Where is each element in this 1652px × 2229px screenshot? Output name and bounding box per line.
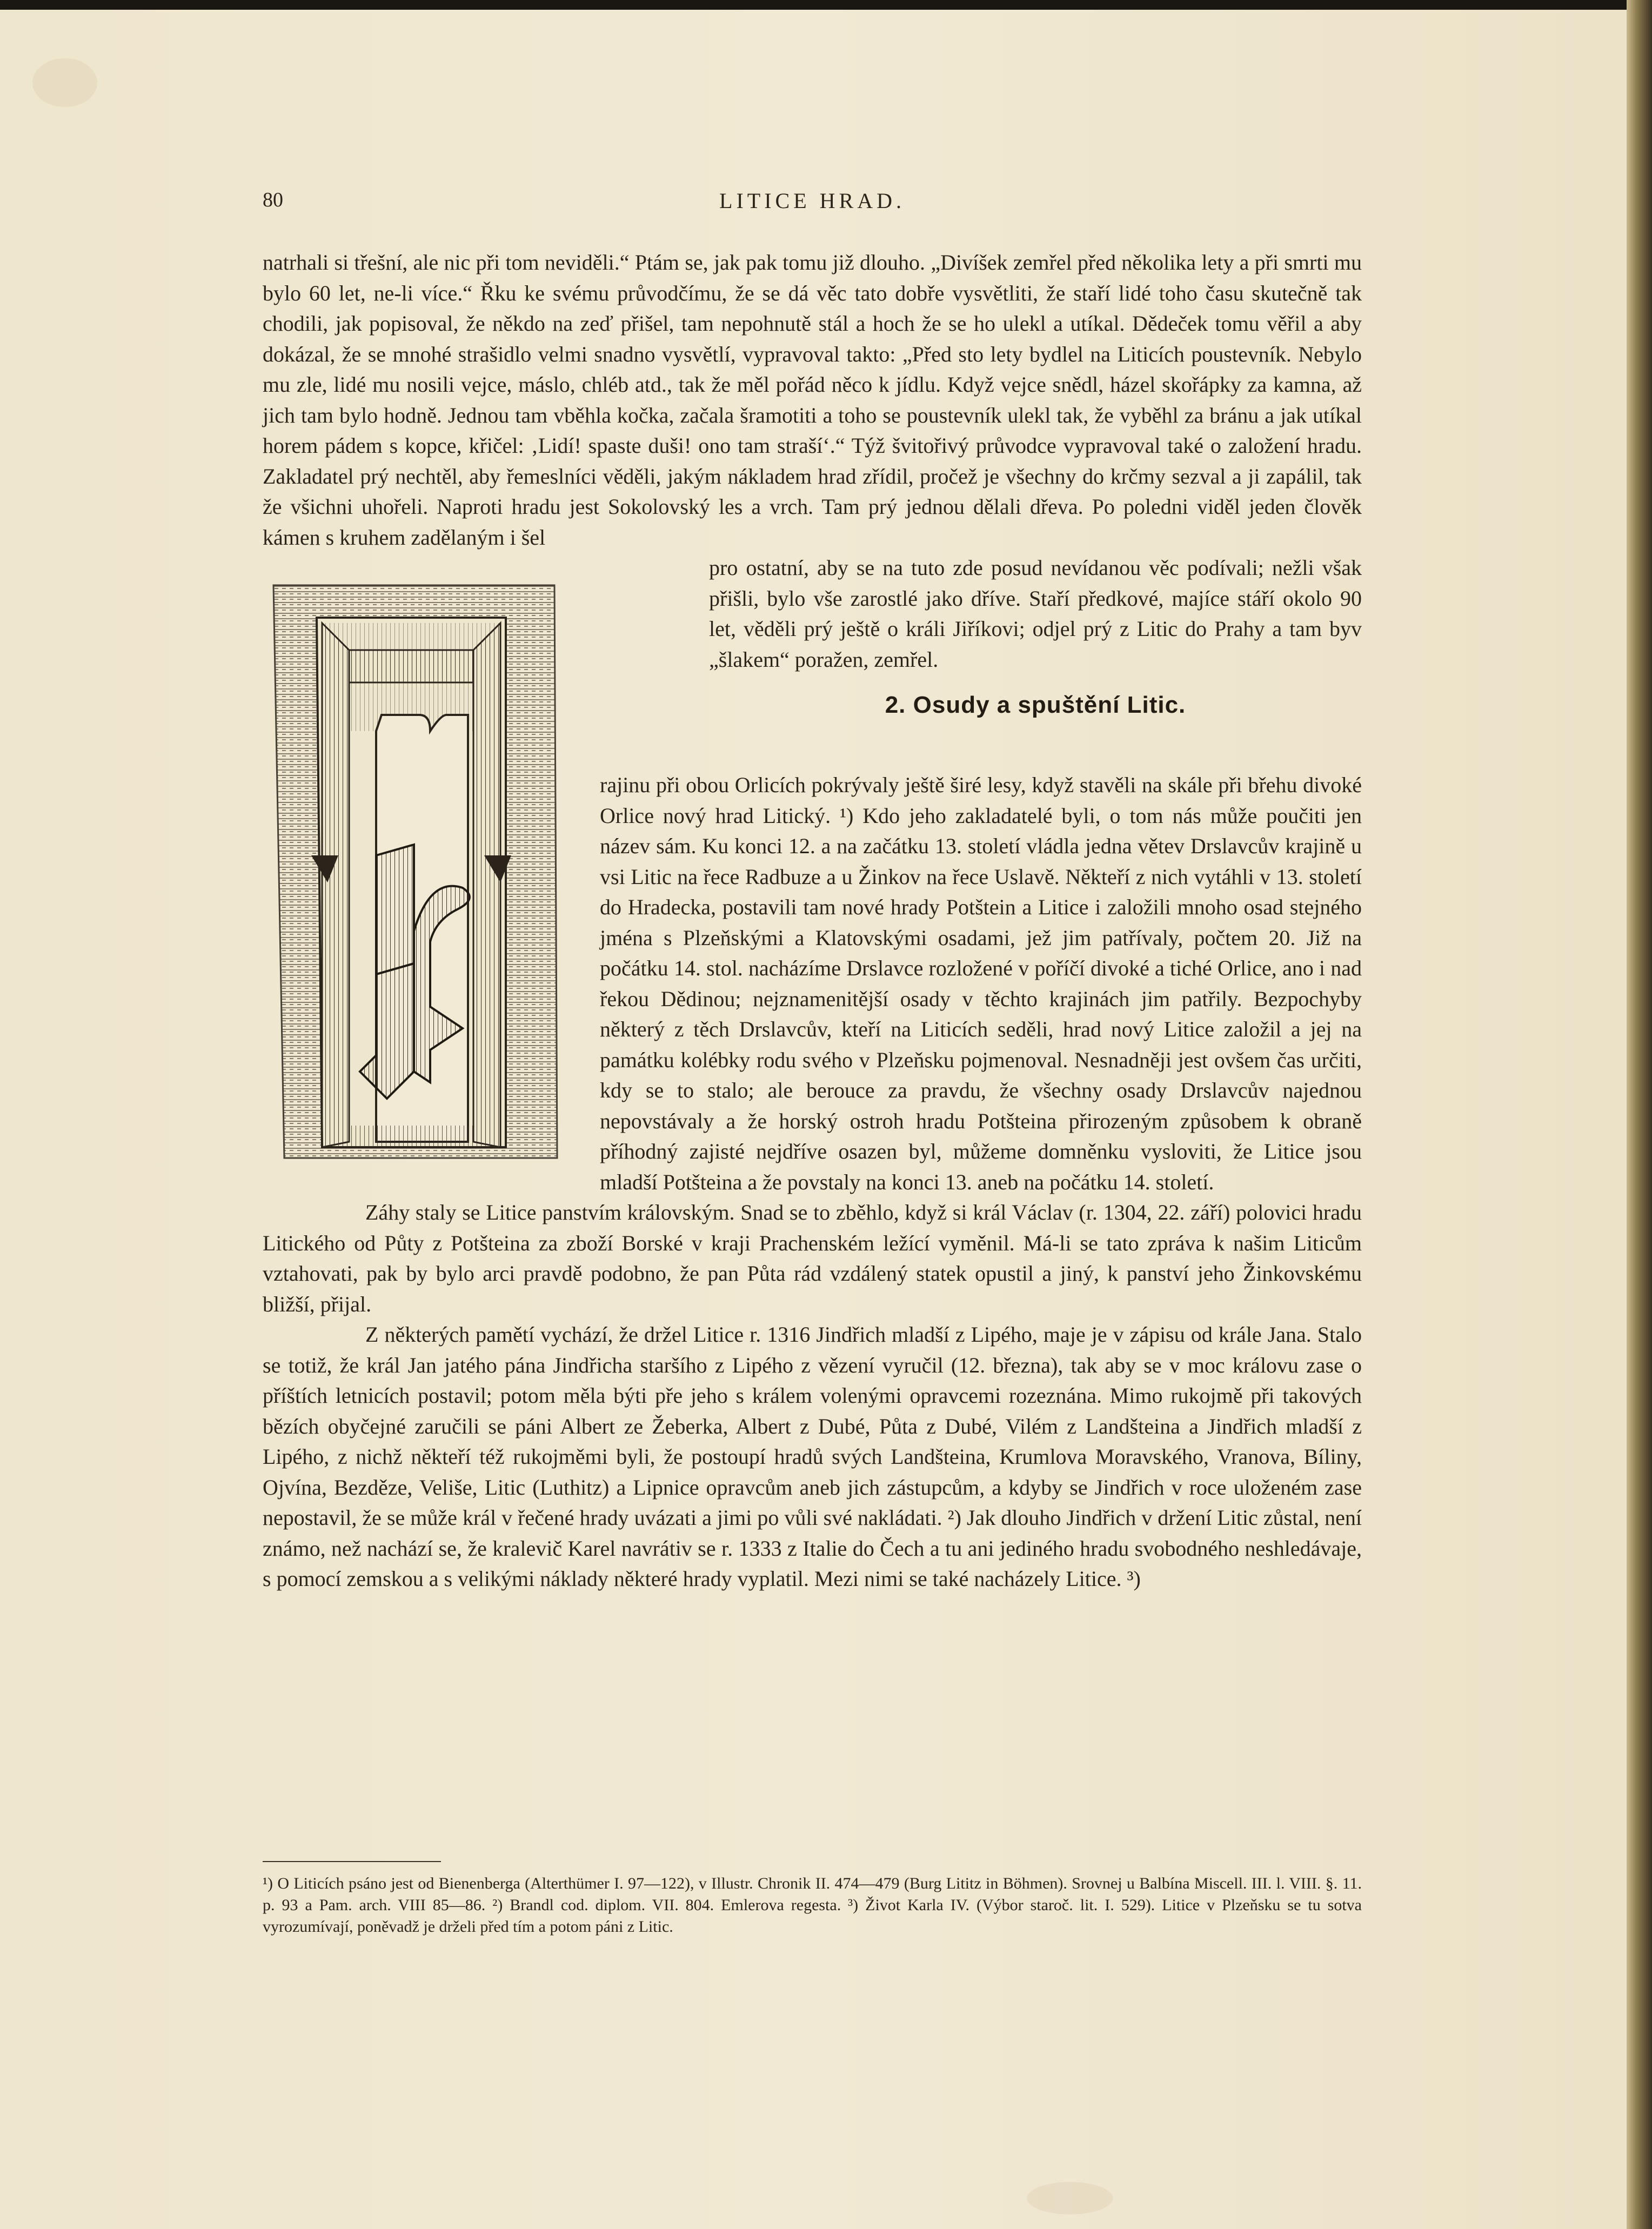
paper-stain [1027, 2182, 1113, 2214]
scan-top-border [0, 0, 1652, 10]
paragraph-legend-continued: natrhali si třešní, ale nic při tom neviděli.“ Ptám se, jak pak tomu již dlouho. „Divíšek zemřel před několika lety a při smrti mu bylo 60 let, ne-li více.“ Řku ke svému průvodčímu, že se dá věc tato dobře vysvětliti, že staří lidé toho času skutečně tak chodili, jak popisoval, že někdo na zeď přišel, tam nepohnutě stál a hoch že se ho ulekl a utíkal. Dědeček tomu věřil a aby dokázal, že se mnohé strašidlo velmi snadno vysvětlí, vypravoval takto: „Před sto lety bydlel na Liticích poustevník. Nebylo mu zle, lidé mu nosili vejce, máslo, chléb atd., tak že měl pořád něco k jídlu. Když vejce snědl, házel skořápky za kamna, až jich tam bylo hodně. Jednou tam vběhla kočka, začala šramotiti a toho se poustevník ulekl tak, že vyběhl za bránu a jak utíkal horem pádem s kopce, křičel: ‚Lidí! spaste duši! ono tam straší‘.“ Týž švitořivý průvodce vypravoval také o založení hradu. Zakladatel prý nechtěl, aby řemeslníci věděli, jakým nákladem hrad zřídil, pročež je všechny do krčmy sezval a ji zapálil, tak že všichni uhořeli. Naproti hradu jest Sokolovský les a vrch. Tam prý jednou dělali dřeva. Po poledni viděl jeden člověk kámen s kruhem zadělaným i šel [263, 250, 1362, 550]
footnotes: ¹) O Liticích psáno jest od Bienenberga (Alterthümer I. 97—122), v Illustr. Chronik II. 474—479 (Burg Lititz in Böhmen). Srovnej u Balbína Miscell. III. l. VIII. §. 11. p. 93 a Pam. arch. VIII 85—86. ²) Brandl cod. diplom. VII. 804. Emlerova regesta. ³) Život Karla IV. (Výbor staroč. lit. I. 529). Litice v Plzeňsku se tu sotva vyrozumívají, poněvadž je drželi před tím a potom páni z Litic. [263, 1875, 1362, 1936]
page-number: 80 [263, 189, 283, 211]
section-paragraph-3: Z některých pamětí vychází, že držel Litice r. 1316 Jindřich mladší z Lipého, maje je v zápisu od krále Jana. Stalo se totiž, že král Jan jatého pána Jindřicha staršího z Lipého z vězení vyručil (12. března), tak aby se v moc královu zase o příštích letnicích postavil; potom měla býti pře jeho s králem volenými opravcemi rozeznána. Mimo rukojmě při takových bězích obyčejné zaručili se páni Albert ze Žeberka, Albert z Dubé, Půta z Dubé, Vilém z Landšteina a Jindřich mladší z Lipého, z nichž někteří též rukojměmi byli, že postoupí hradů svých Landšteina, Krumlova Moravského, Vranova, Bíliny, Ojvína, Bezděze, Veliše, Litic (Luthitz) a Lipnice opravcům aneb jich zástupcům, a kdyby se Jindřich v roce uloženém zase nepostavil, že se může král v řečené hrady uvázati a jimi po vůli své nakládati. ²) Jak dlouho Jindřich v držení Litic zůstal, není známo, než nachází se, že kralevič Karel navrátiv se r. 1333 z Italie do Čech a tu ani jediného hradu svobodného neshledávaje, s pomocí zemskou a s velikými náklady některé hrady vyplatil. Mezi nimi se také nacházely Litice. ³) [263, 1322, 1362, 1591]
section-paragraph-1: rajinu při obou Orlicích pokrývaly ještě širé lesy, když stavěli na skále při břehu divoké Orlice nový hrad Litický. ¹) Kdo jeho zakladatelé byli, o tom nás může poučiti jen název sám. Ku konci 12. a na začátku 13. století vládla jedna větev Drslavcův krajině u vsi Litic na řece Radbuze a u Žinkov na řece Uslavě. Někteří z nich vytáhli v 13. století do Hradecka, postavili tam nové hrady Potštein a Litice i založili mnoho osad stejného jména s Plzeňskými a Klatovskými osadami, jež jim patřívaly, počtem 20. Již na počátku 14. stol. nacházíme Drslavce rozložené v poříčí divoké a tiché Orlice, ano i nad řekou Dědinou; nejznamenitější osady v těchto krajinách jim patřily. Bezpochyby některý z těch Drslavcův, kteří na Liticích seděli, hrad nový Litice založil a jej na památku kolébky rodu svého v Plzeňsku pojmenoval. Nesnadněji jest ovšem čas určiti, kdy se to stalo; ale berouce za pravdu, že všechny osady Drslavcův najednou nepovstávaly a že horský ostroh hradu Potšteina přirozeným způsobem k obraně příhodný zajisté nejdříve osazen byl, můžeme domněnku vysloviti, že Litice jsou mladší Potšteina a že povstaly na konci 13. aneb na počátku 14. století. [600, 773, 1362, 1194]
page-header [263, 188, 1362, 220]
running-head: LITICE HRAD. [719, 189, 905, 213]
footnote-rule [263, 1861, 441, 1862]
paragraph-beside-figure: pro ostatní, aby se na tuto zde posud nevídanou věc podívali; nežli však přišli, bylo vše zarostlé jako dříve. Staří předkové, majíce stáří okolo 90 let, věděli prý ještě o králi Jiříkovi; odjel prý z Litic do Prahy a tam byv „šlakem“ poražen, zemřel. [709, 555, 1362, 672]
paper-stain [32, 58, 97, 107]
book-page [0, 10, 1627, 2229]
gothic-portal-initial-illustration [252, 553, 587, 1185]
section-paragraph-2: Záhy staly se Litice panstvím královským. Snad se to zběhlo, když si král Václav (r. 1304, 22. září) polovici hradu Litického od Půty z Potšteina za zboží Borské v kraji Prachenském ležící vyměnil. Má-li se tato zpráva k našim Liticům vztahovati, pak by bylo arci pravdě podobno, že pan Půta rád vzdálený statek opustil a jiný, k panství jeho Žinkovskému bližší, přijal. [263, 1200, 1362, 1316]
main-text [263, 247, 1362, 1595]
page-binding-edge [1627, 0, 1652, 2229]
decorated-initial-figure [252, 553, 587, 1185]
section-heading: 2. Osudy a spuštění Litic. [885, 692, 1186, 718]
